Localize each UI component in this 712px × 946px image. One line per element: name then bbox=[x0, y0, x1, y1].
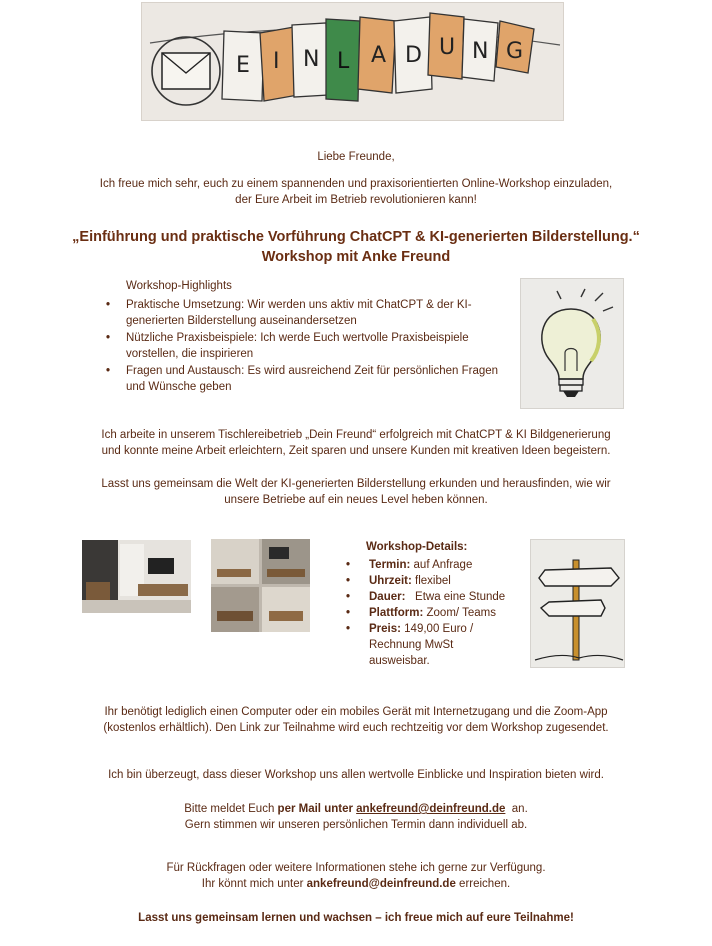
paragraph-requirements bbox=[0, 704, 712, 736]
paragraph-conviction: Ich bin überzeugt, dass dieser Workshop uns allen wertvolle Einblicke und Inspiration bieten wird. bbox=[108, 769, 604, 781]
detail-item bbox=[343, 589, 523, 605]
detail-label: Plattform: bbox=[369, 607, 424, 619]
paragraph-line: Für Rückfragen oder weitere Informationen stehe ich gerne zur Verfügung. bbox=[166, 862, 546, 874]
detail-item bbox=[343, 573, 523, 589]
detail-value: Etwa eine Stunde bbox=[405, 591, 506, 603]
detail-label: Termin: bbox=[369, 559, 411, 571]
registration-line bbox=[0, 801, 712, 817]
paragraph-explore bbox=[0, 476, 712, 508]
detail-label: Preis: bbox=[369, 623, 401, 635]
intro-text bbox=[0, 176, 712, 208]
text-span: an. bbox=[505, 803, 528, 815]
signpost-drawing bbox=[530, 539, 625, 668]
highlights-heading: Workshop-Highlights bbox=[126, 280, 232, 292]
text-span: erreichen. bbox=[455, 878, 511, 890]
detail-value: flexibel bbox=[411, 575, 451, 587]
detail-value: Zoom/ Teams bbox=[423, 607, 496, 619]
banner-letter: I bbox=[273, 49, 280, 74]
signpost-icon bbox=[531, 540, 626, 669]
einladung-banner bbox=[141, 2, 564, 121]
detail-value: 149,00 Euro / Rechnung MwSt ausweisbar. bbox=[369, 623, 474, 667]
paragraph-line: (kostenlos erhältlich). Den Link zur Teilnahme wird euch rechtzeitig vor dem Workshop zugesendet. bbox=[103, 722, 609, 734]
banner-letter: L bbox=[337, 49, 350, 74]
text-span: Ihr könnt mich unter bbox=[201, 878, 307, 890]
paragraph-line: und konnte meine Arbeit erleichtern, Zeit sparen und unsere Kunden mit kreativen Ideen begeistern. bbox=[101, 445, 611, 457]
details-list bbox=[343, 557, 523, 669]
lightbulb-icon bbox=[521, 279, 625, 410]
banner-letter: N bbox=[303, 47, 320, 72]
detail-item bbox=[343, 605, 523, 621]
closing-line: Lasst uns gemeinsam lernen und wachsen – ich freue mich auf eure Teilnahme! bbox=[138, 912, 574, 924]
paragraph-line: Lasst uns gemeinsam die Welt der KI-generierten Bilderstellung erkunden und herausfinden, wie wir bbox=[101, 478, 611, 490]
paragraph-line: Ich arbeite in unserem Tischlereibetrieb „Dein Freund“ erfolgreich mit ChatCPT & KI Bildgenerierung bbox=[101, 429, 611, 441]
detail-item bbox=[343, 557, 523, 573]
banner-letter: G bbox=[506, 39, 524, 64]
list-item: • Praktische Umsetzung: Wir werden uns aktiv mit ChatCPT & der KI-generierten Bilderstellung auseinandersetzen bbox=[100, 297, 500, 329]
text-span: Bitte meldet Euch bbox=[184, 803, 278, 815]
detail-label: Dauer: bbox=[369, 591, 406, 603]
list-item: • Fragen und Austausch: Es wird ausreichend Zeit für persönlichen Fragen und Wünsche geben bbox=[100, 363, 500, 395]
banner-letter: U bbox=[439, 35, 456, 60]
email-link[interactable]: ankefreund@deinfreund.de bbox=[356, 803, 506, 815]
banner-letter: D bbox=[405, 43, 422, 68]
living-room-photo bbox=[82, 540, 191, 613]
lightbulb-drawing bbox=[520, 278, 624, 409]
contact-line bbox=[0, 876, 712, 892]
text-bold: per Mail unter bbox=[277, 803, 357, 815]
furniture-collage-photo bbox=[211, 539, 310, 632]
paragraph-line: unsere Betriebe auf ein neues Level heben können. bbox=[224, 494, 488, 506]
details-heading: Workshop-Details: bbox=[366, 541, 468, 553]
list-item: • Nützliche Praxisbeispiele: Ich werde Euch wertvolle Praxisbeispiele vorstellen, die inspirieren bbox=[100, 330, 500, 362]
title-subline: Workshop mit Anke Freund bbox=[261, 249, 451, 265]
paragraph-line: Gern stimmen wir unseren persönlichen Termin dann individuell ab. bbox=[184, 819, 528, 831]
banner-letter: A bbox=[371, 43, 387, 68]
paragraph-contact bbox=[0, 860, 712, 892]
paragraph-registration bbox=[0, 801, 712, 833]
detail-item bbox=[343, 621, 483, 669]
banner-letter: E bbox=[236, 53, 250, 78]
workshop-title bbox=[0, 227, 712, 267]
title-line: „Einführung und praktische Vorführung ChatCPT & KI-generierten Bilderstellung.“ bbox=[72, 229, 640, 245]
intro-line: der Eure Arbeit im Betrieb revolutionieren kann! bbox=[235, 194, 477, 206]
paragraph-line: Ihr benötigt lediglich einen Computer oder ein mobiles Gerät mit Internetzugang und die Zoom-App bbox=[104, 706, 608, 718]
intro-line: Ich freue mich sehr, euch zu einem spannenden und praxisorientierten Online-Workshop einzuladen, bbox=[99, 178, 613, 190]
highlights-list bbox=[100, 297, 500, 396]
paragraph-experience bbox=[0, 427, 712, 459]
contact-email[interactable]: ankefreund@deinfreund.de bbox=[306, 878, 456, 890]
banner-letter: N bbox=[472, 39, 489, 64]
greeting: Liebe Freunde, bbox=[317, 151, 395, 163]
detail-value: auf Anfrage bbox=[410, 559, 473, 571]
detail-label: Uhrzeit: bbox=[369, 575, 412, 587]
